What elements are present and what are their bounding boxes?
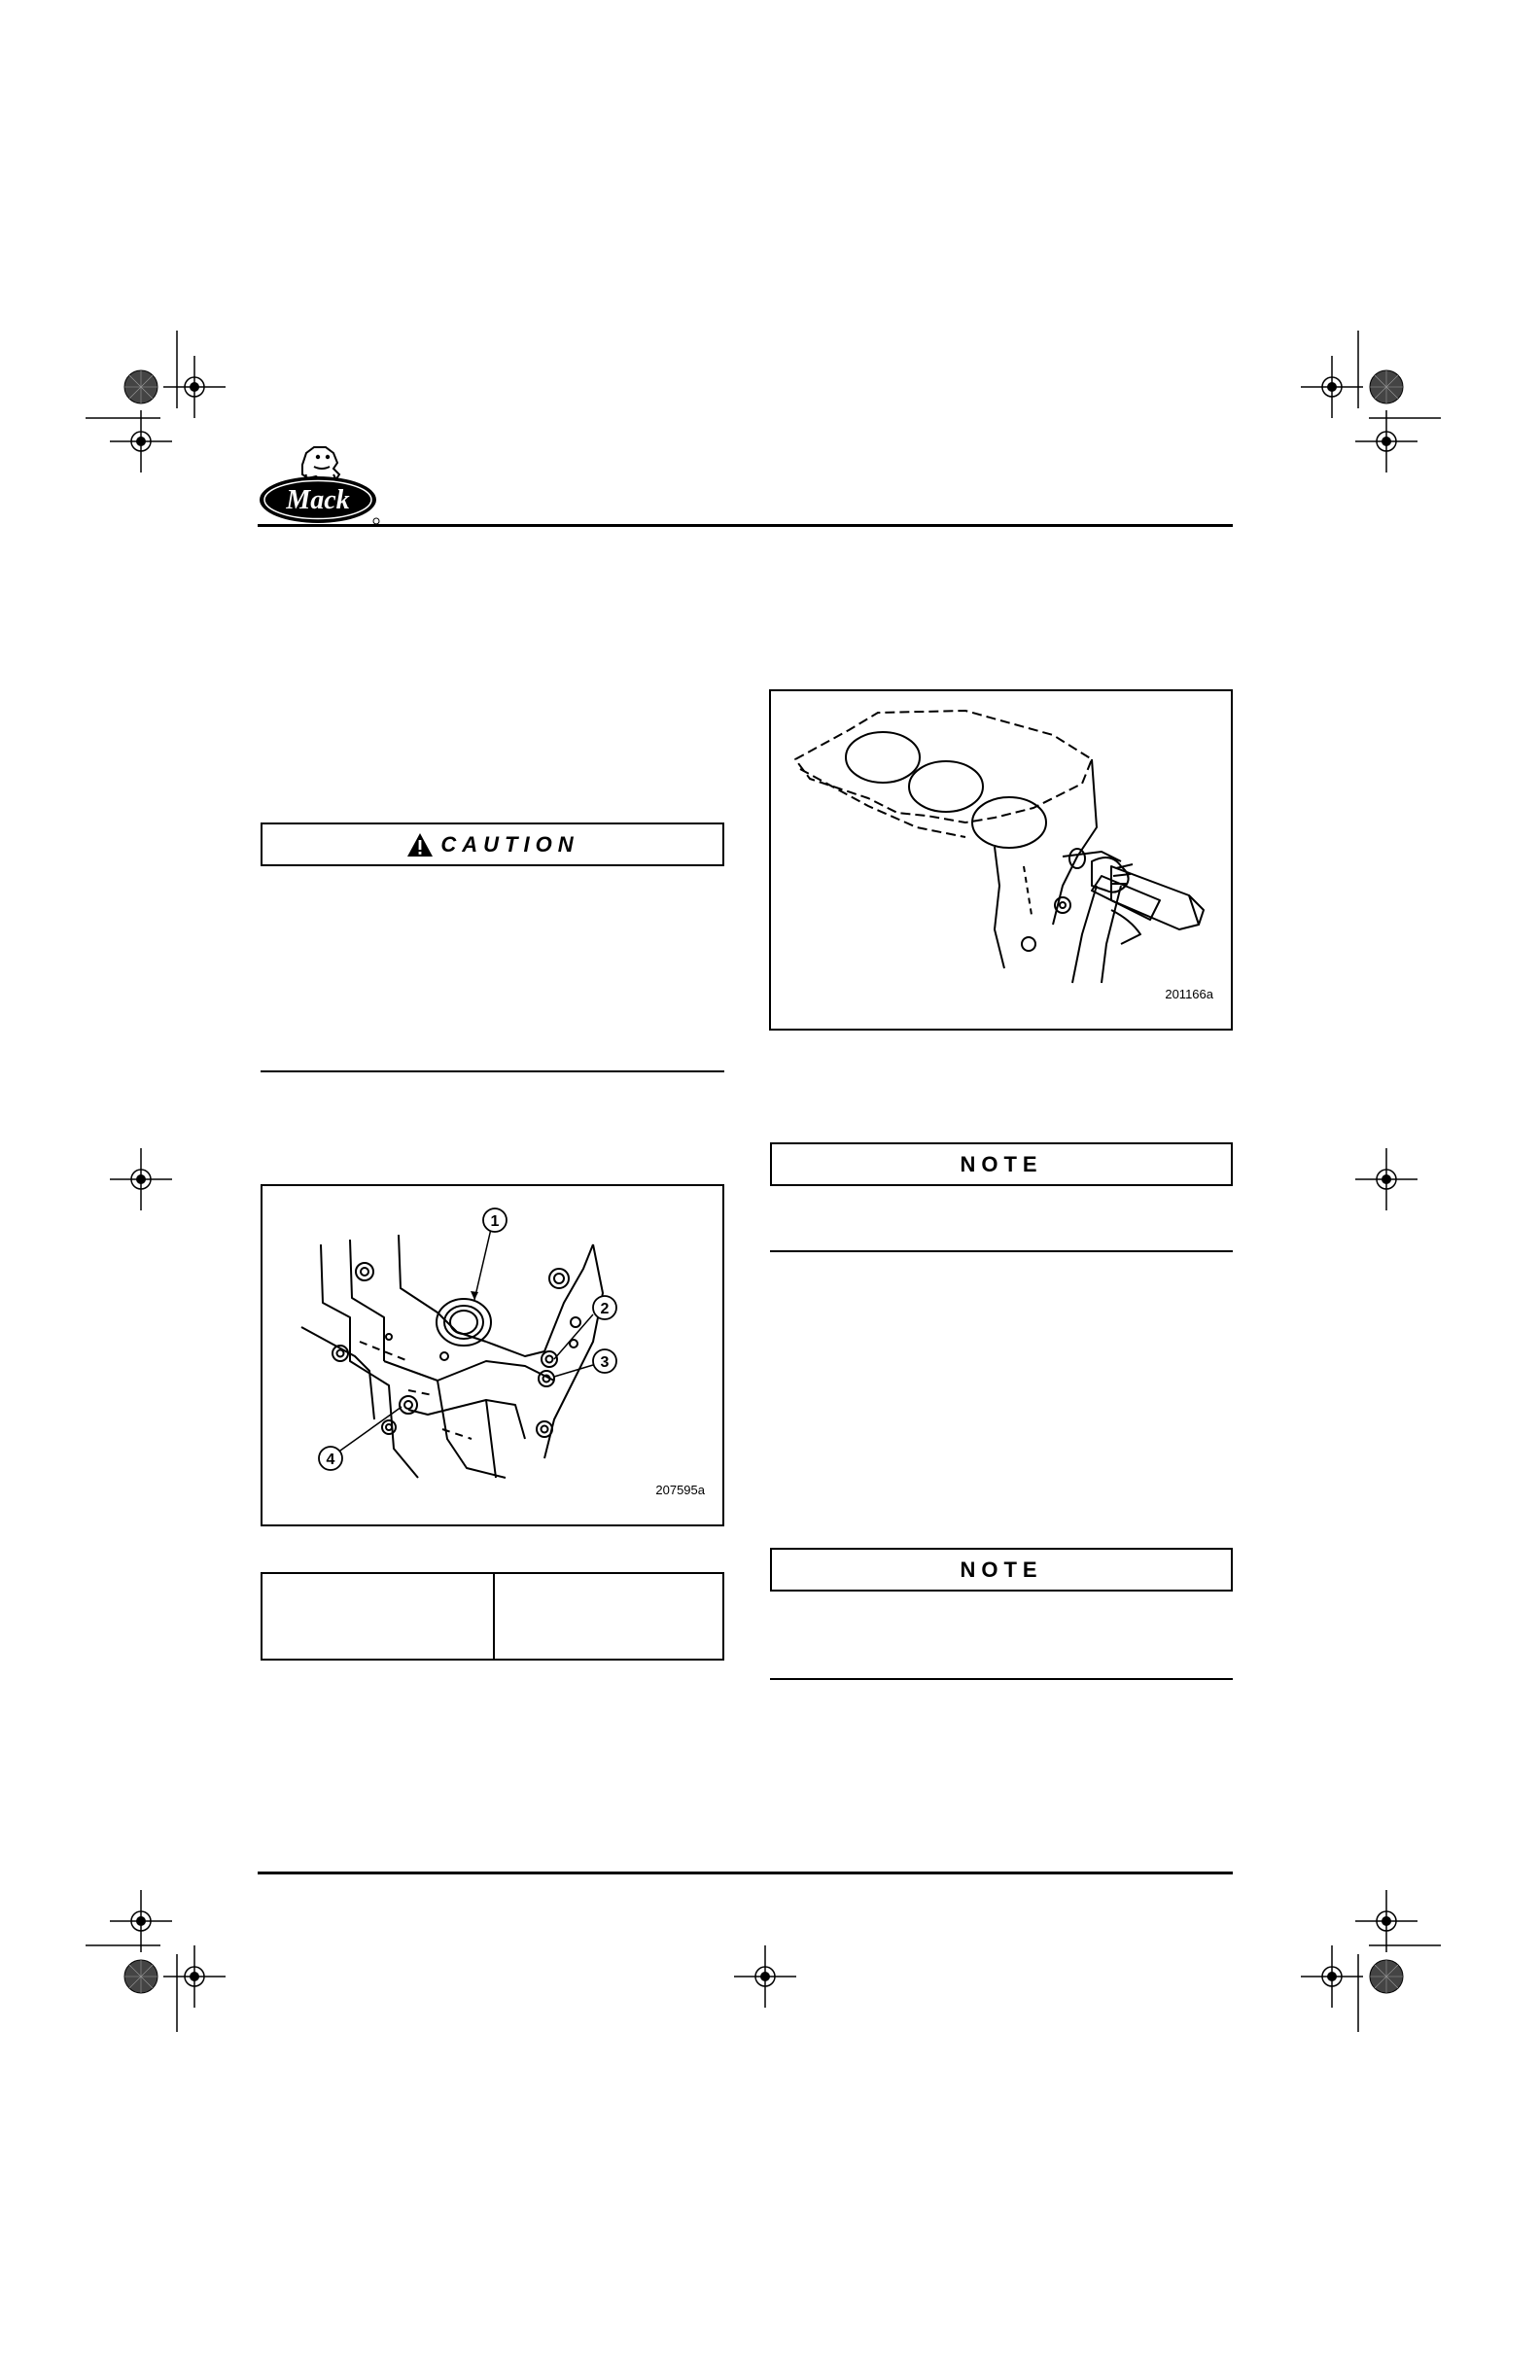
caution-label: CAUTION [440, 831, 579, 857]
svg-text:1: 1 [490, 1213, 500, 1230]
figure-207595a [261, 1184, 724, 1526]
mack-logo [258, 436, 384, 529]
svg-text:Mack: Mack [286, 485, 350, 515]
note-label: NOTE [960, 1557, 1043, 1582]
callout-4 [319, 1447, 342, 1470]
engine-block-illustration [262, 1186, 722, 1524]
svg-text:2: 2 [600, 1301, 610, 1317]
figure-201166a [769, 689, 1233, 1031]
spec-table [261, 1572, 724, 1661]
note-end-rule-1 [770, 1250, 1233, 1252]
micrometer-measurement-illustration [771, 691, 1231, 1029]
svg-text:3: 3 [600, 1354, 610, 1371]
note-end-rule-2 [770, 1678, 1233, 1680]
note-label: NOTE [960, 1151, 1043, 1176]
caution-banner [261, 822, 724, 866]
svg-text:4: 4 [326, 1452, 335, 1468]
header-rule [258, 524, 1233, 527]
callout-3 [593, 1349, 616, 1373]
note-banner-1 [770, 1142, 1233, 1186]
note-banner-2 [770, 1548, 1233, 1592]
warning-triangle-icon [405, 831, 435, 858]
figure-id-label: 207595a [655, 1483, 705, 1497]
spec-table-divider [493, 1574, 495, 1659]
callout-1 [483, 1208, 507, 1232]
footer-rule [258, 1872, 1233, 1874]
figure-id-label: 201166a [1165, 987, 1213, 1001]
callout-2 [593, 1296, 616, 1319]
caution-end-rule [261, 1070, 724, 1072]
